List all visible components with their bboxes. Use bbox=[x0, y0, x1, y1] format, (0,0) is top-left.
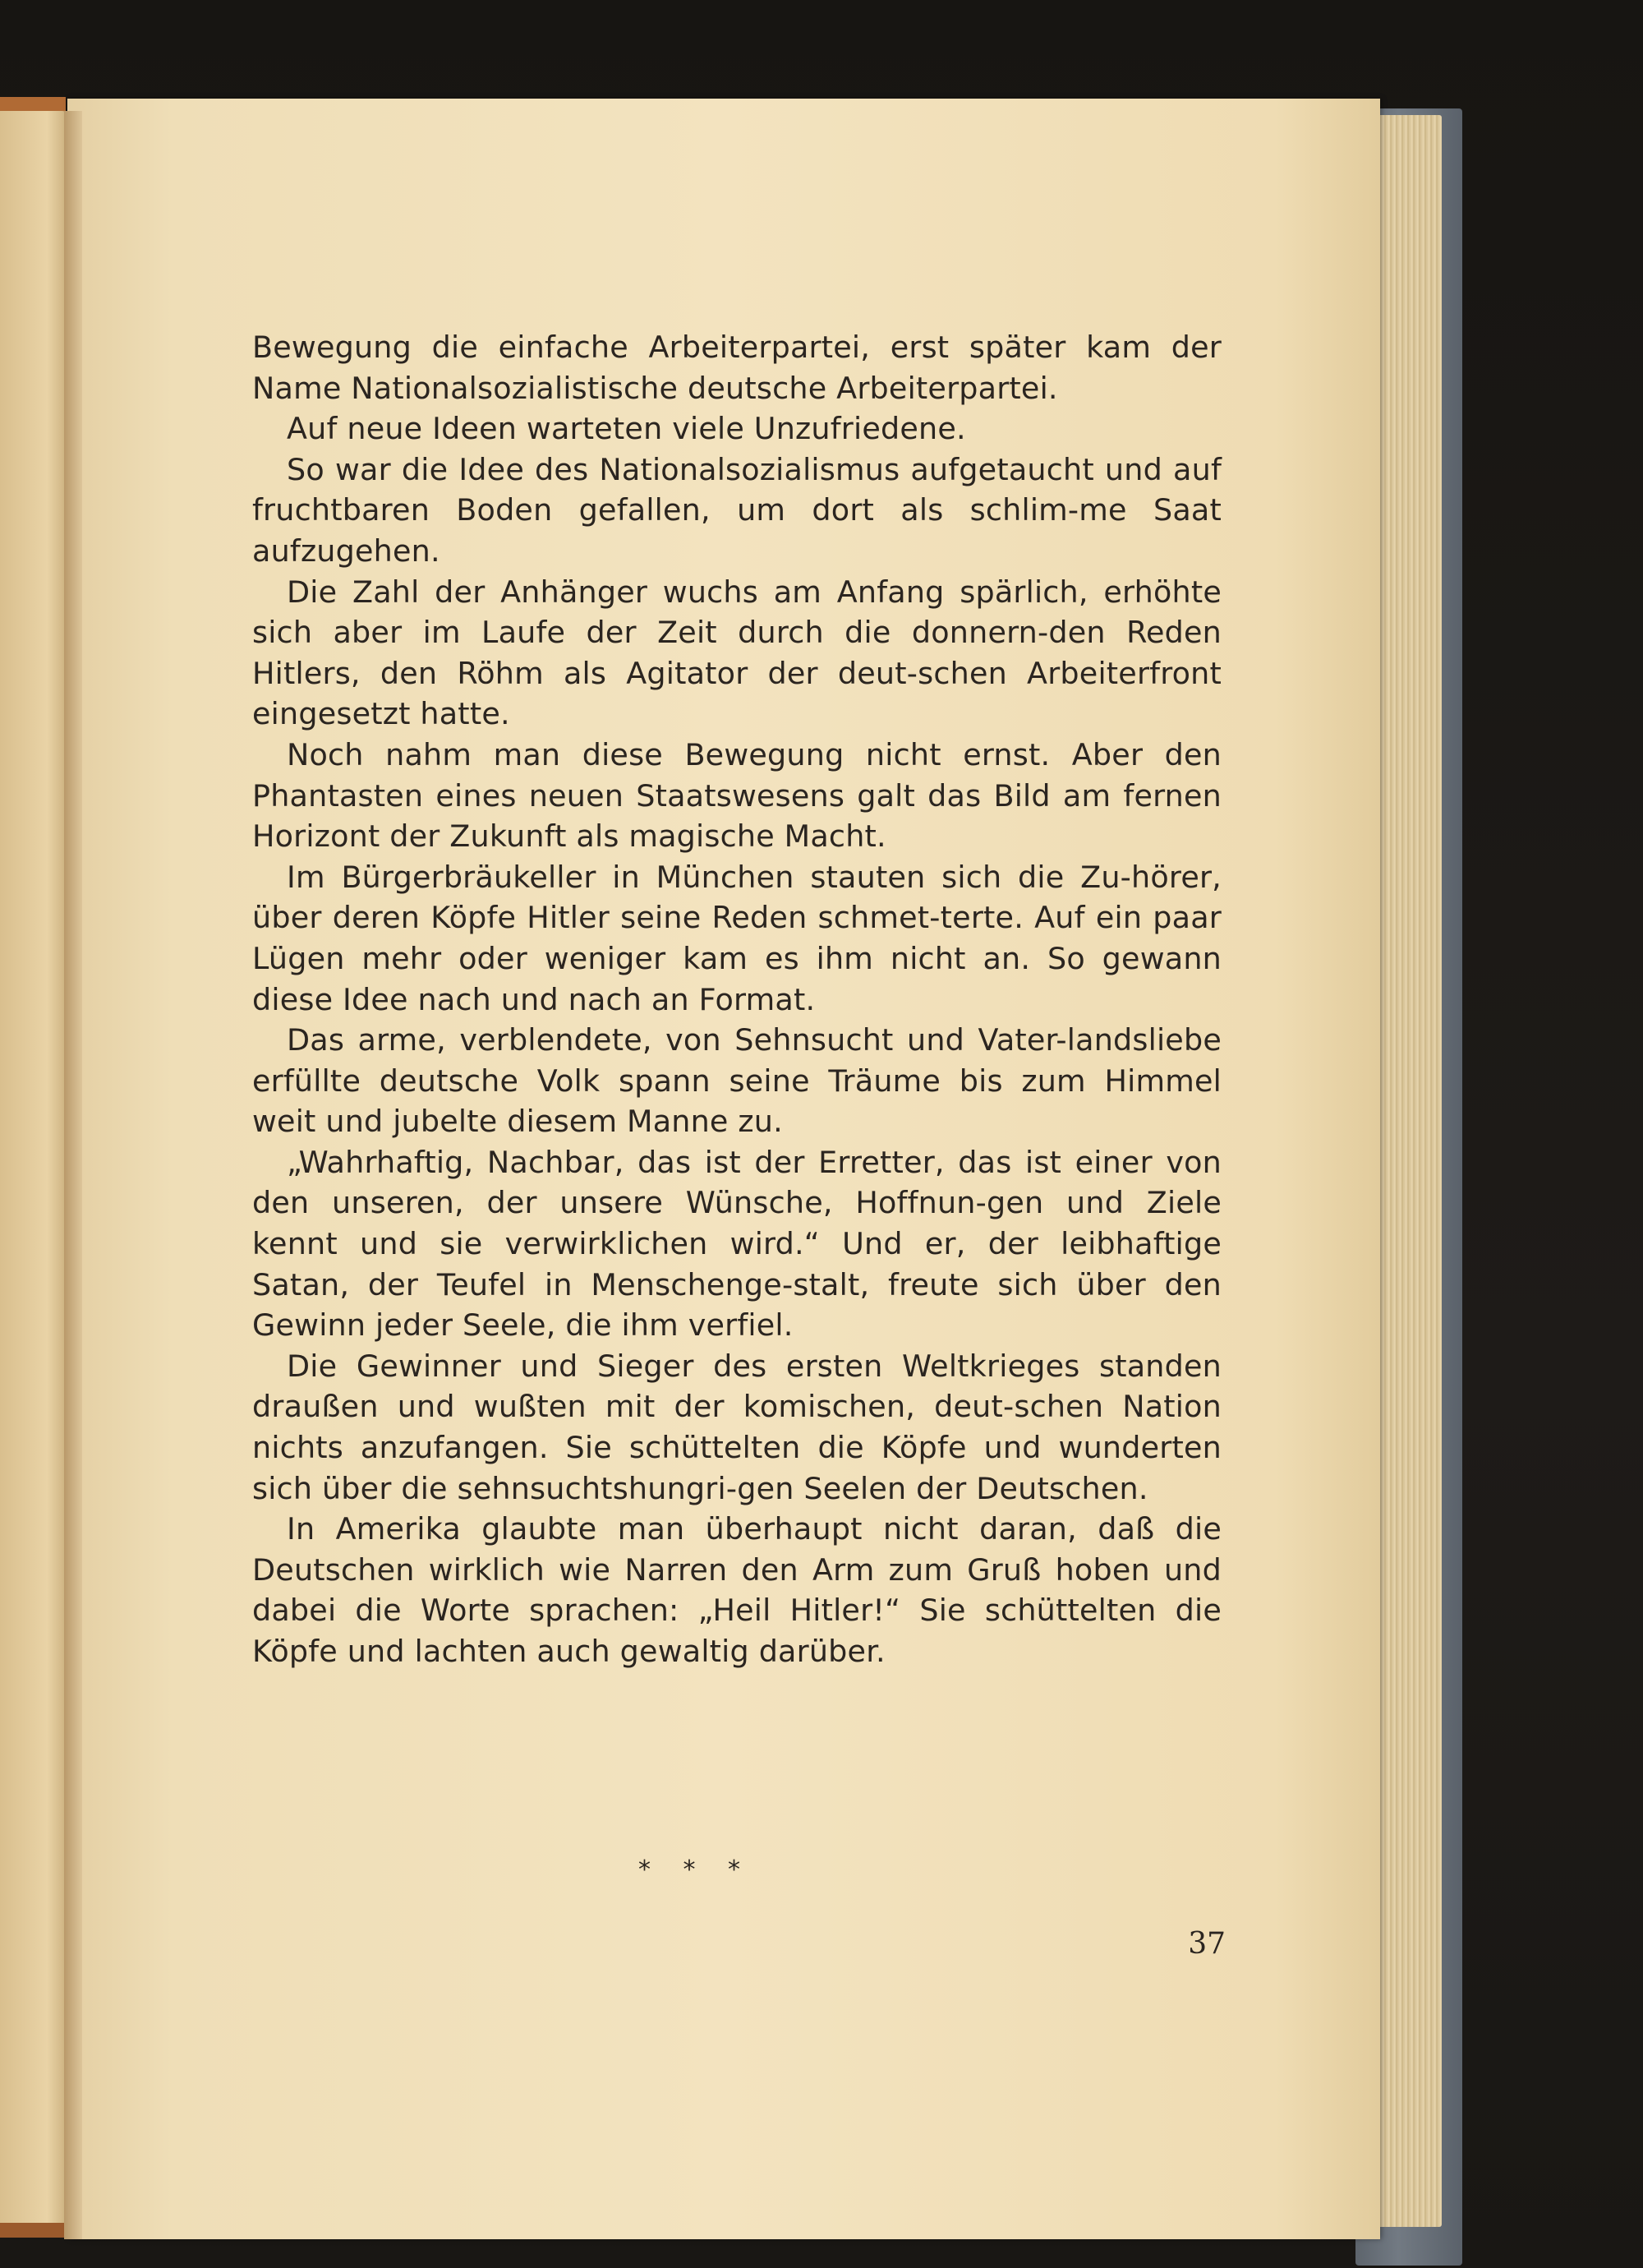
page-number: 37 bbox=[1188, 1927, 1226, 1961]
paragraph: „Wahrhaftig, Nachbar, das ist der Erretter, das ist einer von den unseren, der unsere Wünsche, Hoffnun-gen und Ziele kennt und sie verwirklichen wird.“ Und er, der leibhaftige Satan, der Teufel in Menschenge-stalt, freute sich über den Gewinn jeder Seele, die ihm verfiel. bbox=[252, 1144, 1222, 1344]
paragraph: In Amerika glaubte man überhaupt nicht daran, daß die Deutschen wirklich wie Narren den Arm zum Gruß hoben und dabei die Worte sprachen: „Heil Hitler!“ Sie schüttelten die Köpfe und lachten auch gewaltig darüber. bbox=[252, 1511, 1222, 1669]
book-page bbox=[67, 99, 1380, 2239]
section-separator: * * * bbox=[637, 1855, 741, 1884]
body-text bbox=[252, 327, 1222, 1672]
left-page-binding-bottom bbox=[0, 2223, 67, 2238]
paragraph: Auf neue Ideen warteten viele Unzufriedene. bbox=[287, 411, 966, 447]
paragraph: Das arme, verblendete, von Sehnsucht und Vater-landsliebe erfüllte deutsche Volk spann seine Träume bis zum Himmel weit und jubelte diesem Manne zu. bbox=[252, 1022, 1222, 1140]
paragraph: Die Gewinner und Sieger des ersten Weltkrieges standen draußen und wußten mit der komischen, deut-schen Nation nichts anzufangen. Sie schüttelten die Köpfe und wunderten sich über die sehnsuchtshungri-gen Seelen der Deutschen. bbox=[252, 1348, 1222, 1506]
paragraph: So war die Idee des Nationalsozialismus aufgetaucht und auf fruchtbaren Boden gefallen, um dort als schlim-me Saat aufzugehen. bbox=[252, 451, 1222, 569]
page-gutter-shadow bbox=[64, 111, 82, 2239]
paragraph: Noch nahm man diese Bewegung nicht ernst. Aber den Phantasten eines neuen Staatswesens galt das Bild am fernen Horizont der Zukunft als magische Macht. bbox=[252, 736, 1222, 855]
paragraph: Bewegung die einfache Arbeiterpartei, erst später kam der Name Nationalsozialistische deutsche Arbeiterpartei. bbox=[252, 330, 1222, 406]
paragraph: Im Bürgerbräukeller in München stauten sich die Zu-hörer, über deren Köpfe Hitler seine Reden schmet-terte. Auf ein paar Lügen mehr oder weniger kam es ihm nicht an. So gewann diese Idee nach und nach an Format. bbox=[252, 859, 1222, 1017]
left-page-edge bbox=[0, 111, 67, 2223]
paragraph: Die Zahl der Anhänger wuchs am Anfang spärlich, erhöhte sich aber im Laufe der Zeit durch die donnern-den Reden Hitlers, den Röhm als Agitator der deut-schen Arbeiterfront eingesetzt hatte. bbox=[252, 574, 1222, 732]
